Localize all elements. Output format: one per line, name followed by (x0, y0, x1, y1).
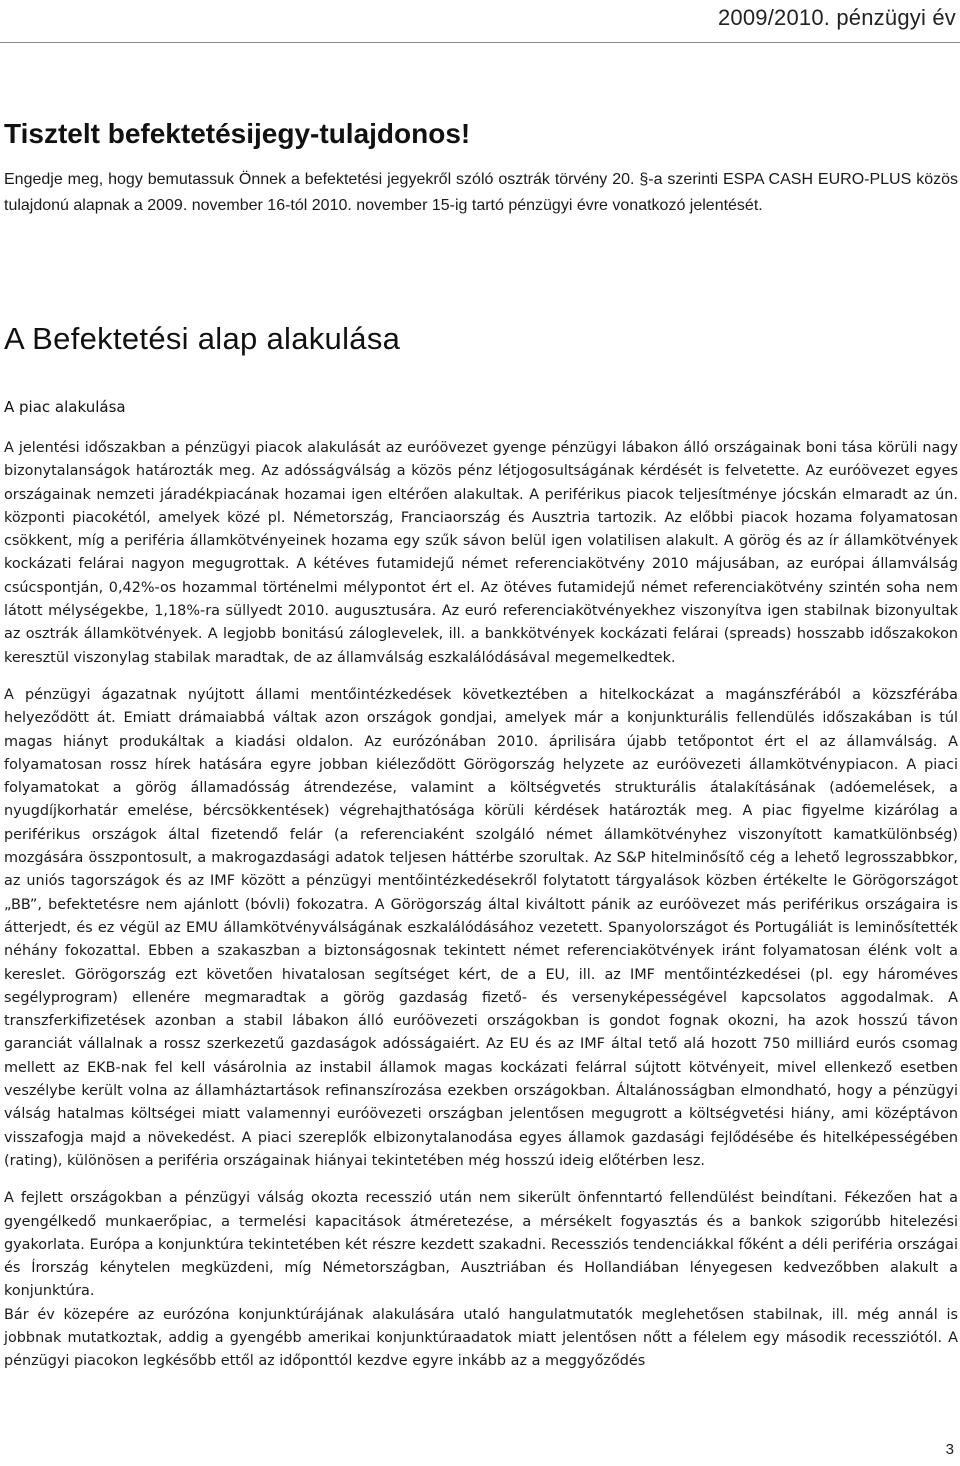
greeting-heading: Tisztelt befektetésijegy-tulajdonos! (4, 118, 471, 149)
page-number: 3 (945, 1441, 954, 1458)
body-text (4, 437, 958, 1374)
body-paragraph: Bár év közepére az eurózóna konjunktúrájának alakulására utaló hangulatmutatók meglehetősen stabilnak, ill. még annál is jobbnak mutatkoztak, addig a gyengébb amerikai konjunktúraadatok miatt jelentősen nőtt a félelem egy második recessziótól. A pénzügyi piacokon legkésőbb ettől az időponttól kezdve egyre inkább az a meggyőződés (4, 1306, 958, 1370)
body-paragraph: A pénzügyi ágazatnak nyújtott állami mentőintézkedések következtében a hitelkockázat a magánszférából a közszférába helyeződött át. Emiatt drámaiabbá váltak azon országok gondjai, amelyek már a konjunkturális fellendülés időszakában is túl magas hiányt produkáltak a kiadási oldalon. Az eurózónában 2010. áprilisára újabb tetőpontot ért el az államválság. A folyamatosan rossz hírek hatására egyre jobban kiéleződött Görögország helyzete az euróövezeti államkötvénypiacon. A piaci folyamatokat a görög államadósság átrendezése, valamint a költségvetés strukturális átalakításának (adóemelések, a nyugdíjkorhatár emelése, bércsökkentések) végrehajthatósága körüli kérdések határozták meg. A piac figyelme kizárólag a periférikus országok által fizetendő felár (a referenciaként szolgáló német államkötvényhez viszonyított kamatkülönbség) mozgására összpontosult, a makrogazdasági adatok teljesen háttérbe szorultak. Az S&P hitelminősítő cég a lehető legrosszabbkor, az uniós tagországok és az IMF között a pénzügyi mentőintézkedésekről folytatott tárgyalások közben értékelte le Görögországot „BB”, befektetésre nem ajánlott (bóvli) fokozatra. A Görögország által kiváltott pánik az euróövezet más periférikus országaira is átterjedt, és ez végül az EMU államkötvényválságának eszkalálódásához vezetett. Spanyolországot és Portugáliát is leminősítették néhány fokozattal. Ebben a szakaszban a biztonságosnak tekintett német referenciakötvények iránt folyamatosan élénk volt a kereslet. Görögország ezt követően hivatalosan segítséget kért, de a EU, ill. az IMF mentőintézkedései (pl. egy hároméves segélyprogram) ellenére megmaradtak a görög gazdaság fizető- és versenyképességével kapcsolatos aggodalmak. A transzferkifizetések azonban a stabil lábakon álló euróövezeti országokban is gondot fognak okozni, ha azok hosszú távon garanciát vállalnak a rossz szerkezetű gazdaságok adósságaiért. Az EU és az IMF által tető alá hozott 750 milliárd eurós csomag mellett az EKB-nak fel kell vásárolnia az instabil államok magas kockázati felárral sújtott kötvényeit, mivel ellenkező esetben veszélybe került volna az államháztartások refinanszírozása ezekben országokban. Általánosságban elmondható, hogy a pénzügyi válság hatalmas költségei miatt valamennyi euróövezeti országban jelentősen megugrott a költségvetési hiány, ami középtávon visszafogja majd a növekedést. A piaci szereplők elbizonytalanodása egyes államok gazdasági fejlődésébe és hitelképességében (rating), különösen a periféria országainak hiányai tekintetében még hosszú ideig előtérben lesz. (4, 686, 958, 1169)
subsection-title: A piac alakulása (4, 398, 126, 416)
fiscal-year-header: 2009/2010. pénzügyi év (717, 5, 956, 30)
section-title: A Befektetési alap alakulása (4, 321, 401, 356)
header-divider (0, 42, 960, 43)
body-paragraph: A jelentési időszakban a pénzügyi piacok alakulását az euróövezet gyenge pénzügyi lábakon álló országainak boni tása körüli nagy bizonytalanságok határozták meg. Az adósságválság a közös pénz létjogosultságának kérdését is felvetette. Az euróövezet egyes országainak nemzeti járadékpiacának hozamai igen eltérően alakultak. A periférikus piacok teljesítménye jócskán elmaradt az ún. központi piacokétól, amelyek közé pl. Németország, Franciaország és Ausztria tartozik. Az előbbi piacok hozama folyamatosan csökkent, míg a periféria államkötvényeinek hozama egy szűk sávon belül igen volatilisen alakult. A görög és az ír államkötvények kockázati felárai nagyon megugrottak. A kétéves futamidejű német referenciakötvény 2010 májusában, az európai államválság csúcspontján, 0,42%-os hozammal történelmi mélypontot ért el. Az ötéves futamidejű német referenciakötvény szintén soha nem látott mélységekbe, 1,18%-ra süllyedt 2010. augusztusára. Az euró referenciakötvényekhez viszonyítva igen stabilnak bizonyultak az osztrák államkötvények. A legjobb bonitású záloglevelek, ill. a bankkötvények kockázati felárai (spreads) hosszabb időszakokon keresztül viszonylag stabilak maradtak, de az államválság eszkalálódásával megemelkedtek. (4, 440, 958, 666)
body-paragraph: A fejlett országokban a pénzügyi válság okozta recesszió után nem sikerült önfenntartó fellendülést beindítani. Fékezően hat a gyengélkedő munkaerőpiac, a termelési kapacitások átméretezése, a mérsékelt fogyasztás és a bankok szigorúbb hitelezési gyakorlata. Európa a konjunktúra tekintetében két részre kezdett szakadni. Recessziós tendenciákkal főként a déli periféria országai és Írország kénytelen megküzdeni, míg Németországban, Ausztriában és Hollandiában lényegesen kedvezőbben alakult a konjunktúra. (4, 1190, 958, 1300)
intro-paragraph: Engedje meg, hogy bemutassuk Önnek a befektetési jegyekről szóló osztrák törvény 20. §-a szerinti ESPA CASH EURO-PLUS közös tulajdonú alapnak a 2009. november 16-tól 2010. november 15-ig tartó pénzügyi évre vonatkozó jelentését. (4, 171, 958, 214)
